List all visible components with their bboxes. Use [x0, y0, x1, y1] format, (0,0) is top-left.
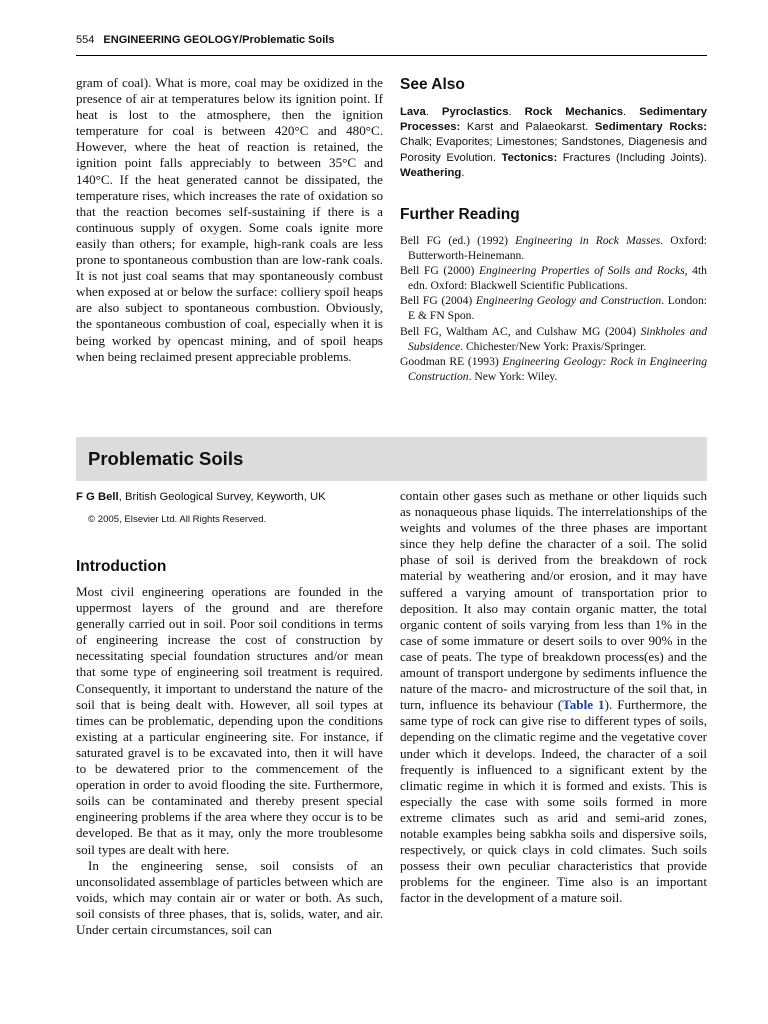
reference-item: Bell FG (2004) Engineering Geology and Construction. London: E & FN Spon. — [400, 294, 707, 323]
copyright-notice: © 2005, Elsevier Ltd. All Rights Reserved. — [88, 514, 267, 525]
further-reading-section — [400, 205, 707, 384]
author-affiliation: , British Geological Survey, Keyworth, UK — [118, 491, 326, 503]
see-also-link-lava[interactable]: Lava — [400, 106, 426, 118]
see-also-subtopics[interactable]: Fractures (Including Joints). — [557, 151, 707, 164]
see-also-link-sedimentary-rocks[interactable]: Sedimentary Rocks: — [594, 121, 707, 134]
introduction-paragraph-2: In the engineering sense, soil consists of an unconsolidated assemblage of particles between which are voids, which may contain air or water or both. As such, soil consists of three phases, that is, solids, water, and air. Under certain circumstances, soil can — [76, 857, 383, 937]
author-line — [76, 490, 383, 504]
see-also-link-pyroclastics[interactable]: Pyroclastics — [441, 106, 509, 118]
introduction-heading: Introduction — [76, 558, 167, 575]
further-reading-heading: Further Reading — [400, 206, 520, 223]
see-also-list: Lava. Pyroclastics. Rock Mechanics. Sedimentary Processes: Karst and Palaeokarst. Sedimentary Rocks: Chalk; Evaporites; Limestones; Sandstones, Diagenesis and Porosity Evolution. Tectonics: Fractures (Including Joints). Weathering. — [400, 106, 708, 179]
see-also-link-tectonics[interactable]: Tectonics: — [501, 151, 558, 164]
table-1-link[interactable]: Table 1 — [562, 697, 605, 713]
page-number: 554 — [76, 34, 95, 46]
see-also-section — [400, 75, 707, 181]
article-title-banner — [76, 437, 707, 481]
see-also-link-rock-mechanics[interactable]: Rock Mechanics — [524, 106, 624, 118]
see-also-link-weathering[interactable]: Weathering — [400, 166, 462, 179]
continuation-paragraph: gram of coal). What is more, coal may be oxidized in the presence of air at temperatures below its ignition point. If heat is lost to the atmosphere, then the ignition temperature for coal is between 420°C and 480°C. However, where the heat of reaction is retained, the ignition point falls appreciably to between 35°C and 140°C. If the heat generated cannot be dissipated, the temperature rises, which increases the rate of oxidation so that the reaction becomes self-sustaining if there is a continuous supply of oxygen. Some coals ignite more easily than others; for example, high-rank coals are less prone to spontaneous combustion than are low-rank coals. It is not just coal seams that may spontaneously combust when exposed at or below the surface: colliery spoil heaps are also subject to spontaneous combustion. Obviously, the spontaneous combustion of coal, especially when it is being worked by opencast mining, and of spoil heaps when being reclaimed present appreciable problems. — [76, 75, 383, 364]
introduction-paragraph-1: Most civil engineering operations are founded in the uppermost layers of the ground and are therefore generally carried out in soil. Poor soil conditions in terms of engineering increase the cost of construction by necessitating special foundation structures and/or mean that some type of engineering soil treatment is required. Consequently, it important to understand the nature of the soil that is being dealt with. However, all soil types at times can be problematic, depending upon the conditions existing at a particular engineering site. For instance, if saturated gravel is to be excavated into, then it will have to be dewatered prior to the commencement of the operation in order to avoid flooding the site. Furthermore, soils can be contaminated and thereby present special engineering problems if the area where they occur is to be developed. Be that as it may, only the more troublesome soil types are dealt with here. — [76, 584, 383, 857]
author-name: F G Bell — [76, 491, 119, 503]
see-also-subtopics[interactable]: Karst and Palaeokarst. — [460, 121, 595, 134]
article-title: Problematic Soils — [88, 448, 244, 469]
introduction-right-column — [400, 488, 707, 906]
see-also-heading: See Also — [400, 76, 465, 93]
introduction-paragraph-2-continued: contain other gases such as methane or other liquids such as nonaqueous phase liquids. The interrelationships of the weights and volumes of the three phases are important since they help define the character of a soil. The solid phase of soil is derived from the breakdown of rock material by weathering and/or erosion, and it may have suffered a varying amount of transportation prior to deposition. It also may contain organic matter, the total organic content of soils varying from less than 1% in the case of some immature or desert soils to over 90% in the case of peats. The type of breakdown process(es) and the amount of transport undergone by sediments influence the nature of the macro- and microstructure of the soil that, in turn, influence its behaviour (Table 1). Furthermore, the same type of rock can give rise to different types of soils, depending on the climatic regime and the vegetative cover under which it develops. Indeed, the character of a soil frequently is influenced to a significant extent by the climatic regime in which it is formed and exists. This is especially the case with some soils formed in more extreme climates such as arid and semi-arid zones, notable examples being sabkha soils and dispersive soils, respectively, or quick clays in cold climates. Such soils possess their own peculiar characteristics that provide problems for the engineer. Time also is an important factor in the development of a mature soil. — [400, 488, 707, 906]
see-also-link-sedimentary-processes[interactable]: Sedimentary Processes: — [400, 106, 708, 134]
reference-item: Bell FG (ed.) (1992) Engineering in Rock Masses. Oxford: Butterworth-Heinemann. — [400, 234, 707, 263]
running-title: ENGINEERING GEOLOGY/Problematic Soils — [103, 34, 335, 46]
introduction-left-column — [76, 584, 383, 938]
reference-item: Goodman RE (1993) Engineering Geology: Rock in Engineering Construction. New York: Wiley. — [400, 354, 707, 383]
see-also-subtopics[interactable]: Chalk; Evaporites; Limestones; Sandstones, Diagenesis and Porosity Evolution. — [400, 136, 707, 164]
reference-item: Bell FG, Waltham AC, and Culshaw MG (2004) Sinkholes and Subsidence. Chichester/New York: Praxis/Springer. — [400, 324, 707, 353]
header-rule — [76, 55, 707, 56]
previous-article-continuation — [76, 75, 383, 365]
running-header — [76, 33, 707, 47]
reference-item: Bell FG (2000) Engineering Properties of Soils and Rocks, 4th edn. Oxford: Blackwell Scientific Publications. — [400, 264, 707, 293]
